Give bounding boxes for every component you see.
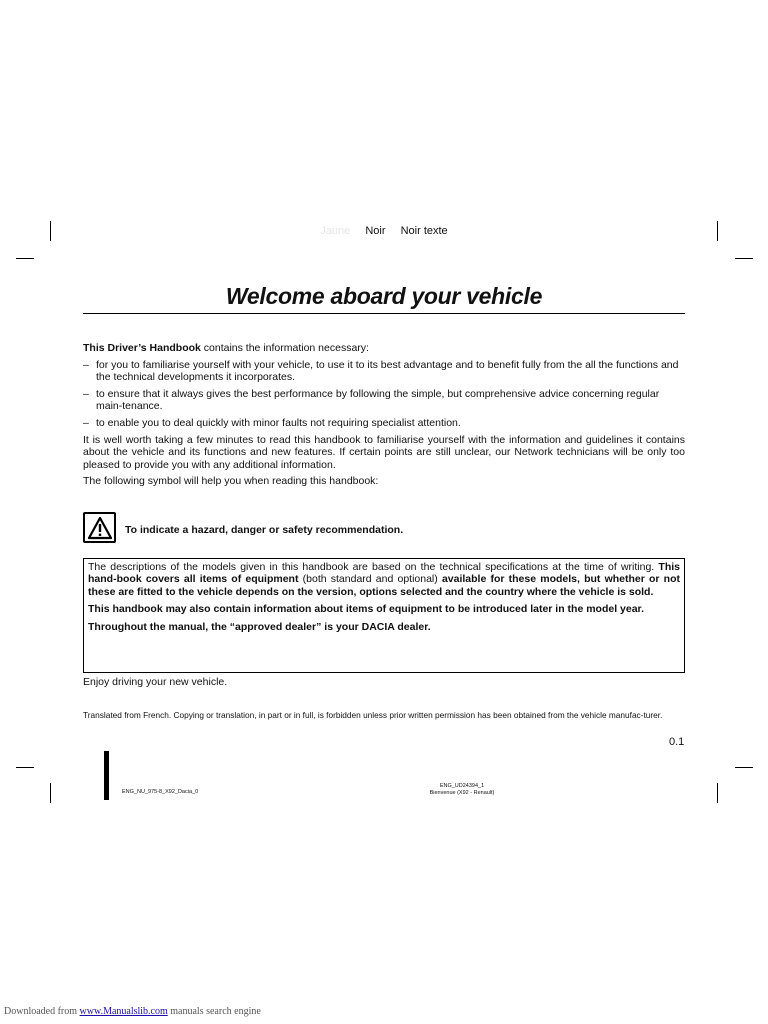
footer-left-code: ENG_NU_975-8_X92_Dacia_0 [122,789,199,795]
notice-p1-b: This hand-book covers all items of equipment [88,561,680,586]
crop-mark-top-right-horizontal [735,258,753,259]
color-label-noir: Noir [365,225,386,237]
crop-mark-bottom-left-horizontal [16,767,34,768]
manualslib-link[interactable]: www.Manualslib.com [79,1006,168,1017]
footer-mid-line-1: ENG_UD24394_1 [439,783,485,789]
notice-p1-a: The descriptions of the models given in this handbook are based on the technical specifications at the time of writing. [88,561,659,573]
purpose-list [83,359,685,430]
list-dash: – [83,358,89,371]
list-item-text: for you to familiarise yourself with your vehicle, to use it to its best advantage and to benefit fully from the all the functions and the technical developments it incorporates. [96,358,679,384]
title-underline [83,313,685,314]
symbol-paragraph: The following symbol will help you when reading this handbook: [83,475,379,488]
notice-p1-c: (both standard and optional) [298,573,442,586]
footer-mid-line-2: Bienvenue (X92 - Renault) [429,789,495,796]
intro-lead-bold: This Driver’s Handbook [83,342,201,354]
list-item [83,417,685,430]
page-title: Welcome aboard your vehicle [225,283,543,309]
crop-mark-top-left-horizontal [16,258,34,259]
list-item [83,359,685,384]
intro-section [83,342,685,492]
list-dash: – [83,387,89,400]
list-item-text: to ensure that it always gives the best performance by following the simple, but comprehensive advice concerning regular main-tenance. [96,387,660,413]
download-source-line [4,1006,261,1017]
intro-lead-rest: contains the information necessary: [200,342,369,354]
list-item [83,388,685,413]
footer-bar [104,751,109,800]
print-color-labels [0,225,768,237]
warning-triangle-icon [83,512,116,543]
notice-paragraph-2: This handbook may also contain information about items of equipment to be introduced later in the model year. [88,603,644,616]
worth-paragraph: It is well worth taking a few minutes to read this handbook to familiarise yourself with the information and guidelines it contains about the vehicle and its functions and new features. If certain points are still unclear, our Network technicians will be only too pleased to provide you with any additional information. [83,433,685,471]
download-suffix: manuals search engine [167,1006,261,1017]
page-number: 0.1 [669,736,685,748]
footer-mid-code [330,783,594,796]
list-item-text: to enable you to deal quickly with minor faults not requiring specialist attention. [96,416,461,429]
notice-paragraph-3: Throughout the manual, the “approved dealer” is your DACIA dealer. [88,620,431,633]
color-label-jaune: Jaune [320,225,351,237]
translation-notice: Translated from French. Copying or translation, in part or in full, is forbidden unless prior written permission has been obtained from the vehicle manufac-turer. [83,710,663,720]
warning-description: To indicate a hazard, danger or safety recommendation. [125,524,404,536]
warning-symbol-row [83,512,685,548]
intro-paragraph [83,342,685,355]
crop-mark-bottom-left-vertical [50,783,51,803]
notice-p1-d: available for these models, but whether or not these are fitted to the vehicle depends on the version, options selected and the country where the vehicle is sold. [88,573,681,598]
crop-mark-bottom-right-horizontal [735,767,753,768]
notice-paragraph-1 [88,561,680,598]
enjoy-line: Enjoy driving your new vehicle. [83,676,228,688]
equipment-notice-box [83,558,685,673]
color-label-noir-texte: Noir texte [400,225,448,237]
download-prefix: Downloaded from [4,1006,80,1017]
crop-mark-bottom-right-vertical [717,783,718,803]
list-dash: – [83,416,89,429]
